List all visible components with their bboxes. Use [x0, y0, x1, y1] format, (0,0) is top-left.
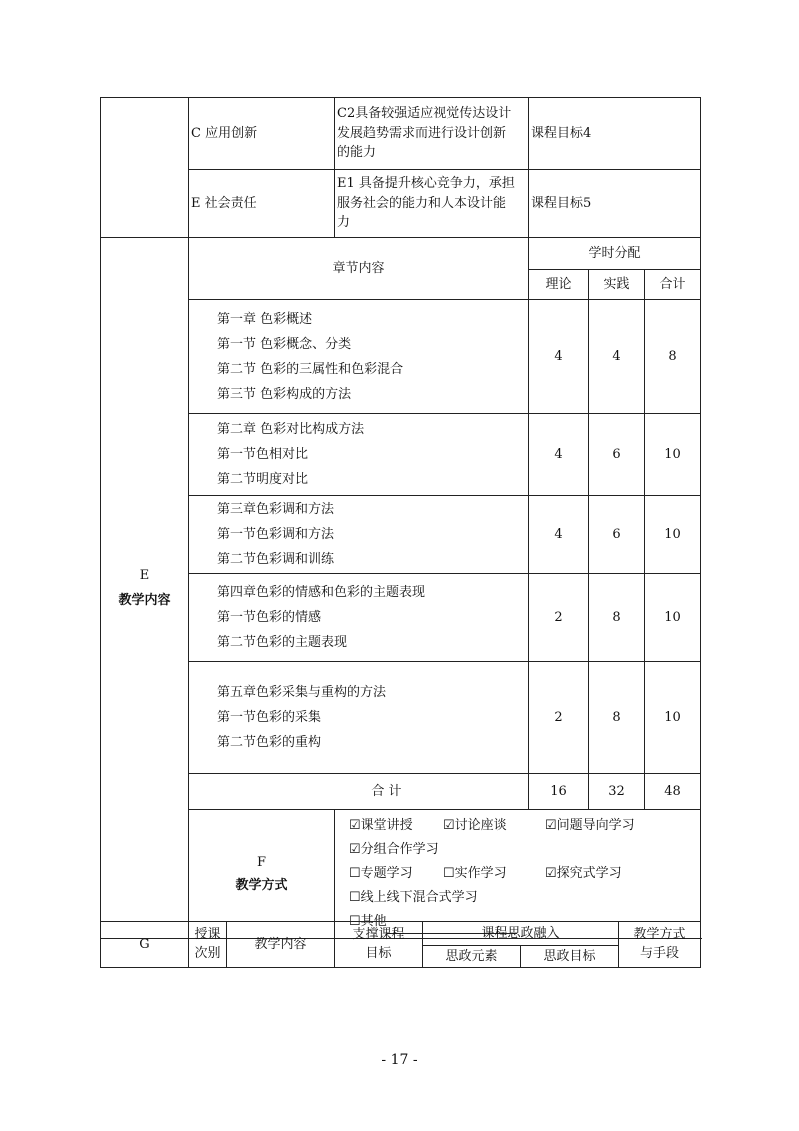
- row-innovation: [101, 98, 701, 170]
- sum-practice: 32: [589, 774, 645, 810]
- option-other[interactable]: ☐其他: [349, 914, 387, 929]
- total-hours-1: 8: [645, 300, 701, 414]
- theory-hours-1: 4: [529, 300, 589, 414]
- support-target-header: 支撑课程 目标: [335, 922, 423, 968]
- option-lecture[interactable]: ☑课堂讲授: [349, 818, 413, 833]
- total-header: 合计: [645, 270, 701, 300]
- practice-hours-5: 8: [589, 662, 645, 774]
- checkbox-unchecked-icon: ☐: [349, 914, 361, 929]
- chapter-row-5: [101, 662, 701, 774]
- chapter-header: 章节内容: [189, 238, 529, 300]
- theory-hours-2: 4: [529, 414, 589, 496]
- sum-label: 合 计: [189, 774, 529, 810]
- indicator-responsibility: E1 具备提升核心竞争力，承担 服务社会的能力和人本设计能 力: [335, 170, 529, 238]
- checkbox-checked-icon: ☑: [545, 866, 557, 881]
- chapter-row-1: [101, 300, 701, 414]
- chapter-row-4: [101, 574, 701, 662]
- checkbox-unchecked-icon: ☐: [349, 866, 361, 881]
- target-innovation: 课程目标4: [529, 98, 701, 170]
- practice-header: 实践: [589, 270, 645, 300]
- option-inquiry[interactable]: ☑探究式学习: [545, 866, 622, 881]
- total-hours-5: 10: [645, 662, 701, 774]
- chapter-content-4: 第四章色彩的情感和色彩的主题表现 第一节色彩的情感 第二节色彩的主题表现: [189, 574, 529, 662]
- main-table: [100, 97, 701, 939]
- total-hours-3: 10: [645, 496, 701, 574]
- practice-hours-1: 4: [589, 300, 645, 414]
- section-e-label: E 教学内容: [101, 238, 189, 939]
- row-responsibility: [101, 170, 701, 238]
- hours-header-row: [101, 238, 701, 270]
- teaching-methods: [335, 810, 701, 939]
- blank-category-cell: [101, 98, 189, 238]
- indicator-innovation: C2具备较强适应视觉传达设计 发展趋势需求而进行设计创新 的能力: [335, 98, 529, 170]
- sum-theory: 16: [529, 774, 589, 810]
- target-responsibility: 课程目标5: [529, 170, 701, 238]
- ideology-header: 课程思政融入: [423, 922, 619, 946]
- practice-hours-2: 6: [589, 414, 645, 496]
- checkbox-checked-icon: ☑: [349, 842, 361, 857]
- theory-hours-4: 2: [529, 574, 589, 662]
- section-g-label: G: [101, 922, 189, 968]
- option-group-cooperation[interactable]: ☑分组合作学习: [349, 842, 439, 857]
- section-g-table: [100, 921, 701, 968]
- category-responsibility: E 社会责任: [189, 170, 335, 238]
- theory-hours-5: 2: [529, 662, 589, 774]
- chapter-content-3: 第三章色彩调和方法 第一节色彩调和方法 第二节色彩调和训练: [189, 496, 529, 574]
- total-hours-4: 10: [645, 574, 701, 662]
- practice-hours-3: 6: [589, 496, 645, 574]
- chapter-row-2: [101, 414, 701, 496]
- ideology-goals-header: 思政目标: [521, 946, 619, 968]
- option-problem-based[interactable]: ☑问题导向学习: [545, 818, 635, 833]
- checkbox-unchecked-icon: ☐: [443, 866, 455, 881]
- option-practical[interactable]: ☐实作学习: [443, 866, 507, 881]
- teaching-content-header: 教学内容: [227, 922, 335, 968]
- option-topic-study[interactable]: ☐专题学习: [349, 866, 413, 881]
- chapter-content-1: 第一章 色彩概述 第一节 色彩概念、分类 第二节 色彩的三属性和色彩混合 第三节 色彩构成的方法: [189, 300, 529, 414]
- total-hours-2: 10: [645, 414, 701, 496]
- option-discussion[interactable]: ☑讨论座谈: [443, 818, 507, 833]
- hours-header: 学时分配: [529, 238, 701, 270]
- teaching-method-header: 教学方式 与手段: [619, 922, 701, 968]
- checkbox-unchecked-icon: ☐: [349, 890, 361, 905]
- lesson-order-header: 授课 次别: [189, 922, 227, 968]
- practice-hours-4: 8: [589, 574, 645, 662]
- chapter-content-2: 第二章 色彩对比构成方法 第一节色相对比 第二节明度对比: [189, 414, 529, 496]
- sum-total: 48: [645, 774, 701, 810]
- checkbox-checked-icon: ☑: [443, 818, 455, 833]
- checkbox-checked-icon: ☑: [545, 818, 557, 833]
- chapter-content-5: 第五章色彩采集与重构的方法 第一节色彩的采集 第二节色彩的重构: [189, 662, 529, 774]
- theory-header: 理论: [529, 270, 589, 300]
- page-number: - 17 -: [381, 1052, 418, 1068]
- theory-hours-3: 4: [529, 496, 589, 574]
- checkbox-checked-icon: ☑: [349, 818, 361, 833]
- option-blended[interactable]: ☐线上线下混合式学习: [349, 890, 478, 905]
- sum-row: [101, 774, 701, 810]
- category-innovation: C 应用创新: [189, 98, 335, 170]
- section-f-row: [101, 810, 701, 939]
- chapter-row-3: [101, 496, 701, 574]
- section-f-label: F 教学方式: [189, 810, 335, 939]
- ideology-elements-header: 思政元素: [423, 946, 521, 968]
